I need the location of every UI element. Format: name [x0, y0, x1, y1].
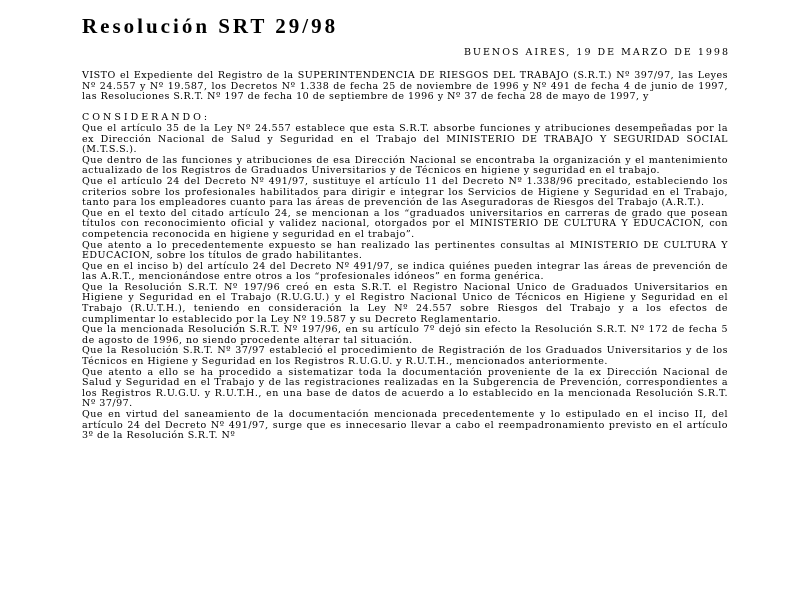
document-date: BUENOS AIRES, 19 DE MARZO DE 1998 [463, 47, 730, 58]
document-title: Resolución SRT 29/98 [82, 14, 339, 38]
considerando-paragraph: Que atento a ello se ha procedido a sistematizar toda la documentación proveniente de la ex Dirección Nacional de Salud y Seguridad en el Trabajo y de las registraciones realizadas en la Subgerencia de Prevención, correspondientes a los Registros R.U.G.U. y R.U.T.H., en una base de datos de acuerdo a lo establecido en la mencionada Resolución S.R.T. Nº 37/97. [82, 366, 728, 410]
considerando-paragraph: Que la Resolución S.R.T. Nº 197/96 creó en esta S.R.T. el Registro Nacional Unico de Graduados Universitarios en Higiene y Seguridad en el Trabajo (R.U.G.U.) y el Registro Nacional Unico de Técnicos en Higiene y Seguridad en el Trabajo (R.U.T.H.), teniendo en consideración la Ley Nº 24.557 sobre Riesgos del Trabajo y a los efectos de cumplimentar lo establecido por la Ley Nº 19.587 y su Decreto Reglamentario. [82, 281, 728, 325]
considerando-paragraph: Que en el inciso b) del artículo 24 del Decreto Nº 491/97, se indica quiénes pueden integrar las áreas de prevención de las A.R.T., mencionándose entre otros a los “profesionales idóneos” en forma genérica. [82, 260, 728, 283]
considerando-heading: CONSIDERANDO: [82, 112, 211, 124]
considerando-paragraph: Que en el texto del citado artículo 24, se mencionan a los “graduados universitarios en carreras de grado que posean títulos con reconocimiento oficial y validez nacional, otorgados por el MINISTERIO DE CULTURA Y EDUCACION, con competencia reconocida en higiene y seguridad en el trabajo”. [82, 207, 728, 240]
considerando-paragraph: Que la mencionada Resolución S.R.T. Nº 197/96, en su artículo 7º dejó sin efecto la Resolución S.R.T. Nº 172 de fecha 5 de agosto de 1996, no siendo procedente alterar tal situación. [82, 324, 728, 346]
document-body [82, 71, 728, 442]
considerando-paragraph: Que en virtud del saneamiento de la documentación mencionada precedentemente y lo estipulado en el inciso II, del artículo 24 del Decreto Nº 491/97, surge que es innecesario llevar a cabo el reempadronamiento previsto en el artículo 3º de la Resolución S.R.T. Nº [82, 409, 728, 442]
considerando-paragraph: Que el artículo 24 del Decreto Nº 491/97, sustituye el artículo 11 del Decreto Nº 1.338/96 precitado, estableciendo los criterios sobre los profesionales habilitados para dirigir e integrar los Servicios de Higiene y Seguridad en el Trabajo, tanto para los empleadores cuanto para las áreas de prevención de las Aseguradoras de Riesgos del Trabajo (A.R.T.). [82, 175, 728, 209]
visto-paragraph: VISTO el Expediente del Registro de la SUPERINTENDENCIA DE RIESGOS DEL TRABAJO (S.R.T.) Nº 397/97, las Leyes Nº 24.557 y Nº 19.587, los Decretos Nº 1.338 de fecha 25 de noviembre de 1996 y Nº 491 de fecha 4 de junio de 1997, las Resoluciones S.R.T. Nº 197 de fecha 10 de septiembre de 1996 y Nº 37 de fecha 28 de mayo de 1997, y [82, 70, 728, 103]
considerando-paragraph: Que dentro de las funciones y atribuciones de esa Dirección Nacional se encontraba la organización y el mantenimiento actualizado de los Registros de Graduados Universitarios y de Técnicos en higiene y seguridad en el trabajo. [82, 154, 728, 177]
considerando-paragraph: Que la Resolución S.R.T. Nº 37/97 estableció el procedimiento de Registración de los Graduados Universitarios y de los Técnicos en Higiene y Seguridad en los Registros R.U.G.U. y R.U.T.H., mencionados anteriormente. [82, 345, 728, 368]
considerando-paragraph: Que atento a lo precedentemente expuesto se han realizado las pertinentes consultas al MINISTERIO DE CULTURA Y EDUCACION, sobre los títulos de grado habilitantes. [82, 239, 728, 262]
considerando-paragraph: Que el artículo 35 de la Ley Nº 24.557 establece que esta S.R.T. absorbe funciones y atribuciones desempeñadas por la ex Dirección Nacional de Salud y Seguridad en el Trabajo del MINISTERIO DE TRABAJO Y SEGURIDAD SOCIAL (M.T.S.S.). [82, 122, 728, 156]
